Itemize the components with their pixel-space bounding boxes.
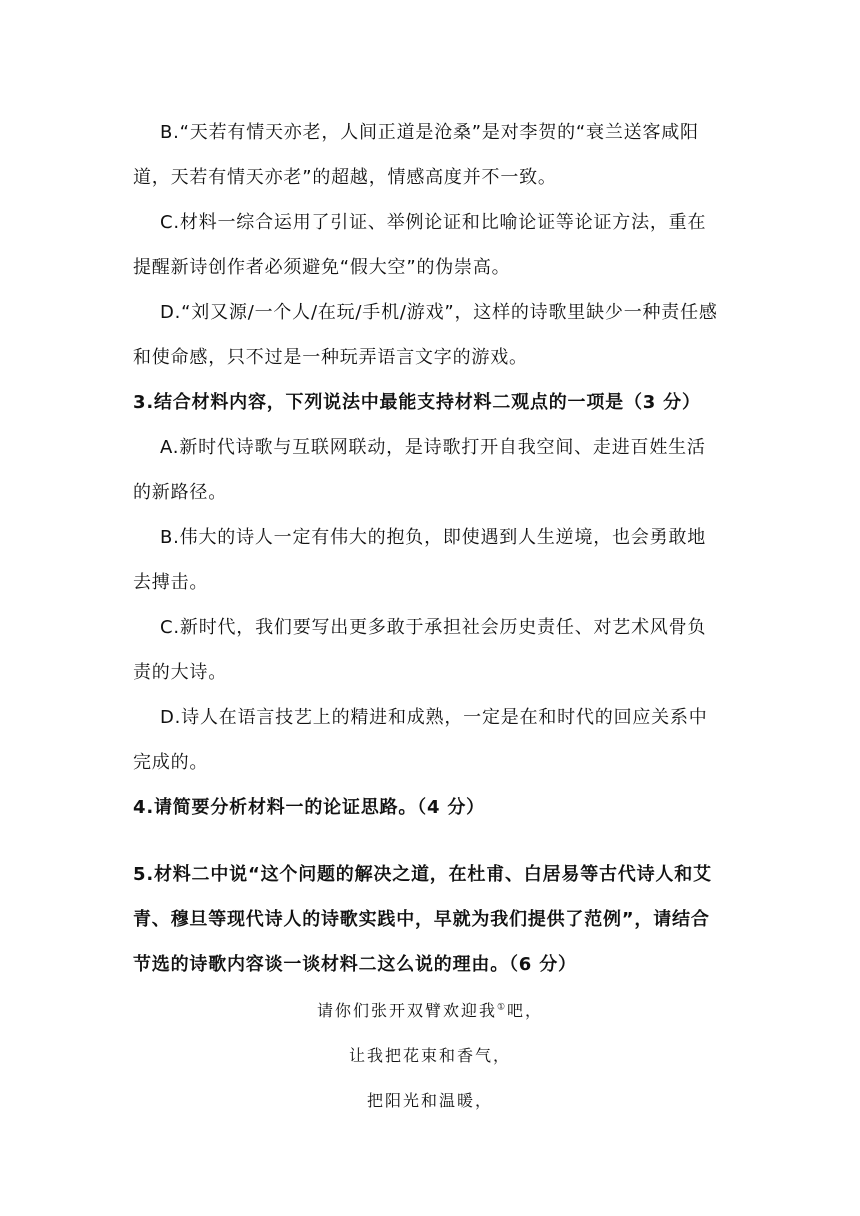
q3-option-b-line1: B.伟大的诗人一定有伟大的抱负，即使遇到人生逆境，也会勇敢地 [160,527,707,548]
q2-option-c-line2: 提醒新诗创作者必须避免“假大空”的伪崇高。 [133,257,511,278]
q3-option-a-line1: A.新时代诗歌与互联网联动，是诗歌打开自我空间、走进百姓生活 [160,437,706,458]
q2-option-d-line1: D.“刘又源/一个人/在玩/手机/游戏”，这样的诗歌里缺少一种责任感 [160,302,718,323]
q3-option-c-line2: 责的大诗。 [133,662,227,683]
poem-line-1-end: 吧， [507,1001,544,1020]
poem-line-3: 把阳光和温暖， [366,1091,493,1110]
q3-option-b-line2: 去搏击。 [133,572,209,593]
poem-line-1-text: 请你们张开双臂欢迎我 [316,1001,497,1020]
q2-option-c-line1: C.材料一综合运用了引证、举例论证和比喻论证等论证方法，重在 [160,212,707,233]
q3-option-c-line1: C.新时代，我们要写出更多敢于承担社会历史责任、对艺术风骨负 [160,617,707,638]
q5-stem-line2: 青、穆旦等现代诗人的诗歌实践中，早就为我们提供了范例”，请结合 [133,909,710,930]
q3-option-a-line2: 的新路径。 [133,482,227,503]
footnote-marker: ① [496,1002,508,1013]
poem-line-1 [0,998,860,1021]
poem-line-2: 让我把花束和香气， [348,1046,511,1065]
q3-option-d-line1: D.诗人在语言技艺上的精进和成熟，一定是在和时代的回应关系中 [160,707,708,728]
q5-stem-line3: 节选的诗歌内容谈一谈材料二这么说的理由。（6 分） [133,954,577,975]
q2-option-b-line2: 道，天若有情天亦老”的超越，情感高度并不一致。 [133,167,557,188]
q2-option-b-line1: B.“天若有情天亦老，人间正道是沧桑”是对李贺的“衰兰送客咸阳 [160,122,699,143]
q3-stem: 3.结合材料内容，下列说法中最能支持材料二观点的一项是（3 分） [133,392,701,413]
q4-stem: 4.请简要分析材料一的论证思路。（4 分） [133,797,485,818]
q3-option-d-line2: 完成的。 [133,752,209,773]
q2-option-d-line2: 和使命感，只不过是一种玩弄语言文字的游戏。 [133,347,528,368]
q5-stem-line1: 5.材料二中说“这个问题的解决之道，在杜甫、白居易等古代诗人和艾 [133,864,712,885]
